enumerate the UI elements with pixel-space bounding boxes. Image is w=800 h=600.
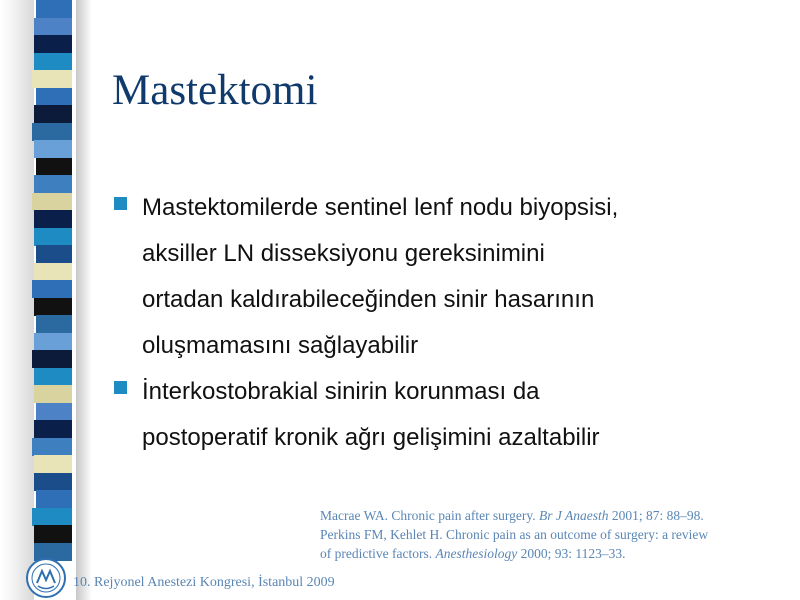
stripe-block <box>34 140 72 158</box>
stripe-block <box>34 420 72 438</box>
bullet-item-2 <box>112 369 792 461</box>
stripe-block <box>34 455 72 473</box>
stripe-block <box>34 18 72 36</box>
slide-title: Mastektomi <box>112 67 318 114</box>
bullet-1-line-2: aksiller LN disseksiyonu gereksinimini <box>142 240 545 267</box>
stripe-block <box>34 53 72 71</box>
stripe-block <box>36 315 72 333</box>
stripe-block <box>32 193 72 211</box>
stripe-block <box>34 35 72 53</box>
bullet-2-line-1: İnterkostobrakial sinirin korunması da <box>142 378 540 405</box>
stripe-block <box>34 105 72 123</box>
stripe-block <box>34 263 72 281</box>
stripe-block <box>34 333 72 351</box>
stripe-block <box>32 350 72 368</box>
stripe-block <box>32 280 72 298</box>
reference-2-journal: Anesthesiology <box>435 546 518 561</box>
square-bullet-icon <box>114 381 127 394</box>
footer-congress-text: 10. Rejyonel Anestezi Kongresi, İstanbul 2009 <box>73 575 335 590</box>
reference-1-text: Macrae WA. Chronic pain after surgery. <box>320 508 540 523</box>
bullet-1-line-3: ortadan kaldırabileceğinden sinir hasarının <box>142 286 595 313</box>
reference-2-line-1: Perkins FM, Kehlet H. Chronic pain as an outcome of surgery: a review <box>320 527 709 542</box>
bullet-2-line-2: postoperatif kronik ağrı gelişimini azaltabilir <box>142 424 600 451</box>
stripe-block <box>36 403 72 421</box>
reference-1-tail: 2001; 87: 88–98. <box>608 508 704 523</box>
stripe-block <box>34 298 72 316</box>
stripe-block <box>36 158 72 176</box>
decorative-stripe-band <box>30 0 76 560</box>
stripe-block <box>34 368 72 386</box>
stripe-block <box>36 490 72 508</box>
square-bullet-icon <box>114 197 127 210</box>
stripe-block <box>34 210 72 228</box>
stripe-block <box>36 245 72 263</box>
reference-2-tail: 2000; 93: 1123–33. <box>517 546 626 561</box>
stripe-block <box>36 0 72 18</box>
reference-1 <box>320 506 785 525</box>
bullet-1-line-4: oluşmamasını sağlayabilir <box>142 332 419 359</box>
bullet-list <box>112 185 792 461</box>
bullet-item-1 <box>112 185 792 369</box>
stripe-block <box>34 175 72 193</box>
stripe-block <box>34 525 72 543</box>
reference-1-journal: Br J Anaesth <box>539 508 609 523</box>
stripe-block <box>32 123 72 141</box>
stripe-block <box>32 438 72 456</box>
reference-2-line-2 <box>320 544 785 563</box>
stripe-block <box>32 70 72 88</box>
left-shadow-decoration <box>0 0 34 600</box>
references-block <box>320 506 785 563</box>
stripe-block <box>36 88 72 106</box>
stripe-shadow-decoration <box>76 0 92 600</box>
congress-logo-icon <box>24 556 68 600</box>
stripe-block <box>34 385 72 403</box>
bullet-1-line-1: Mastektomilerde sentinel lenf nodu biyopsisi, <box>142 194 619 221</box>
stripe-block <box>34 228 72 246</box>
stripe-block <box>32 508 72 526</box>
reference-2-text: of predictive factors. <box>320 546 436 561</box>
stripe-block <box>34 473 72 491</box>
